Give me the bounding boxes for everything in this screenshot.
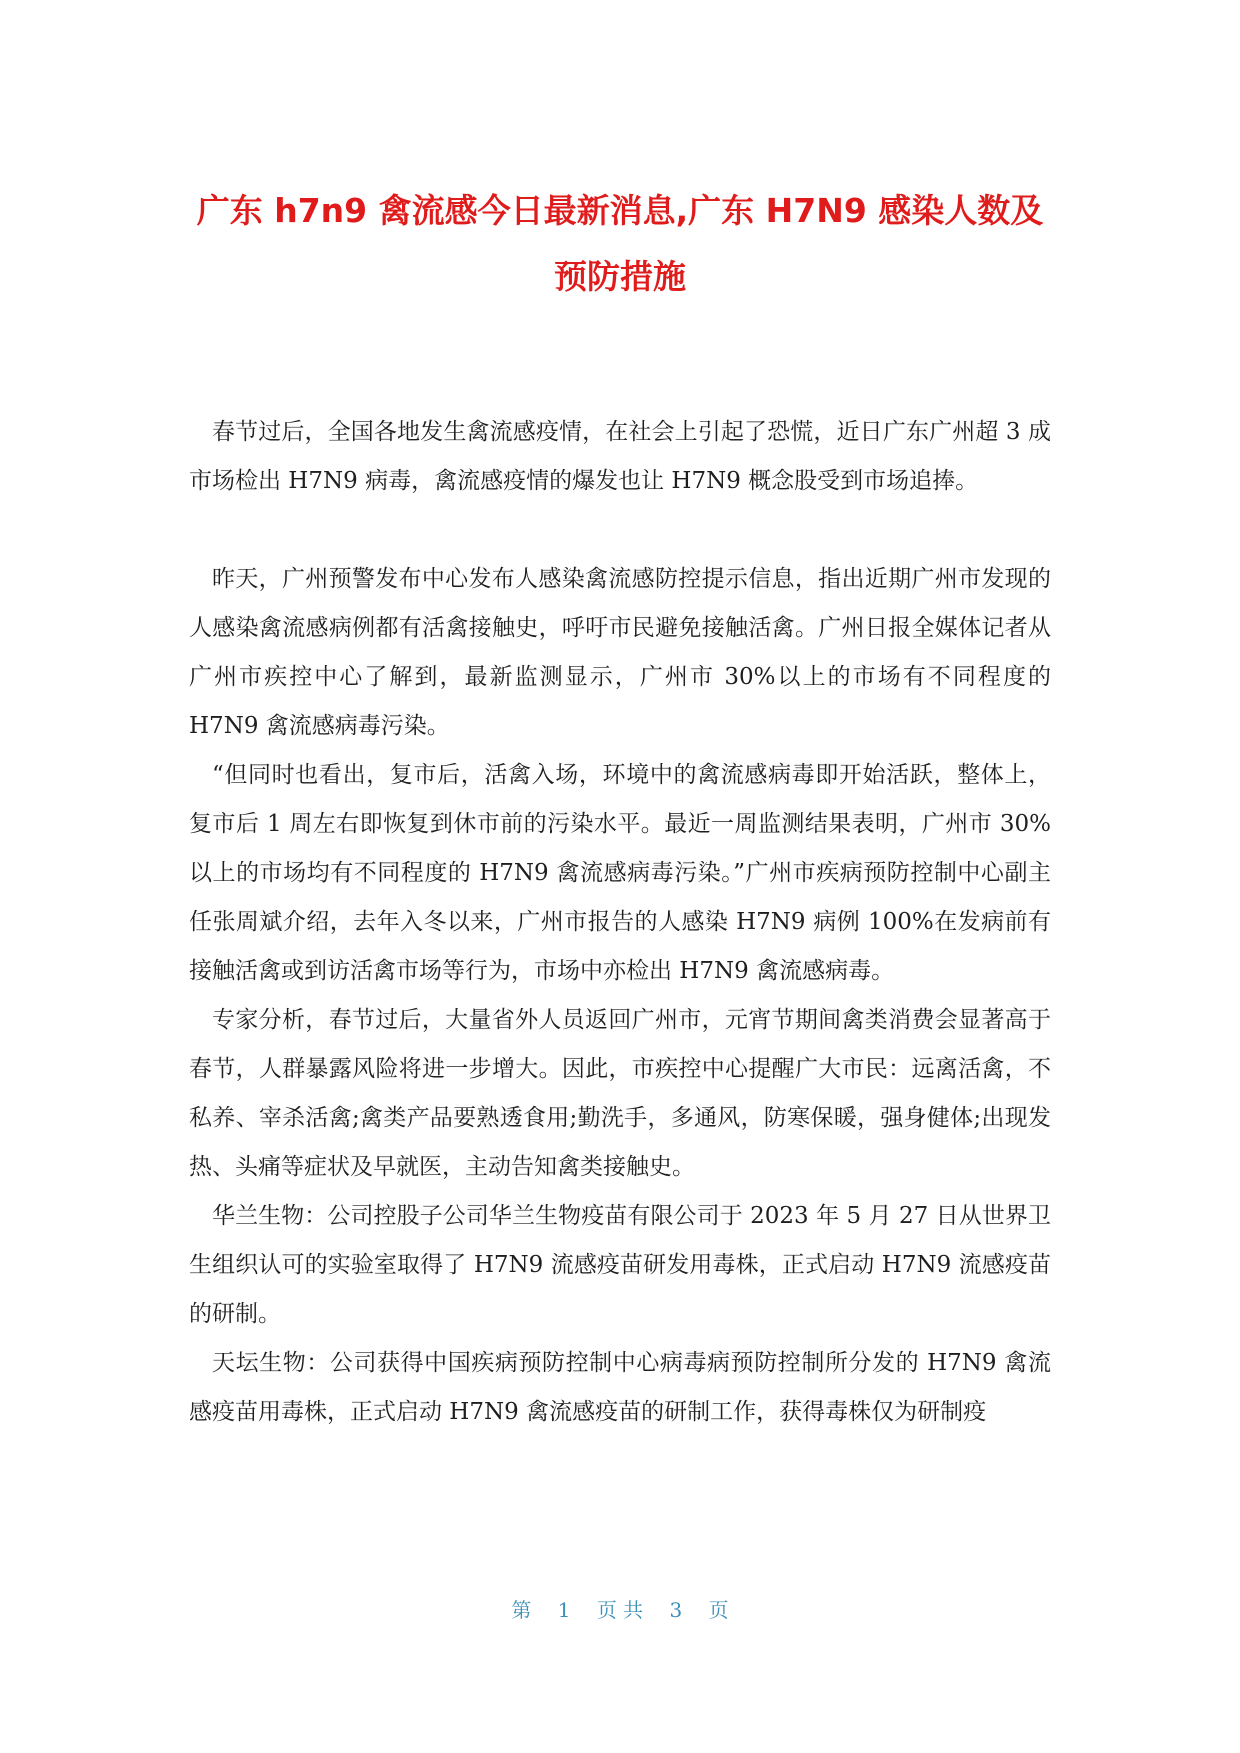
paragraph-6: 天坛生物：公司获得中国疾病预防控制中心病毒病预防控制所分发的 H7N9 禽流感疫苗用毒株，正式启动 H7N9 禽流感疫苗的研制工作，获得毒株仅为研制疫 <box>189 1350 1051 1425</box>
document-title: 广东 h7n9 禽流感今日最新消息,广东 H7N9 感染人数及预防措施 <box>196 191 1044 296</box>
paragraph-2: 昨天，广州预警发布中心发布人感染禽流感防控提示信息，指出近期广州市发现的人感染禽流感病例都有活禽接触史，呼吁市民避免接触活禽。广州日报全媒体记者从广州市疾控中心了解到，最新监测显示，广州市 30%以上的市场有不同程度的 H7N9 禽流感病毒污染。 <box>189 566 1051 739</box>
paragraph-1: 春节过后，全国各地发生禽流感疫情，在社会上引起了恐慌，近日广东广州超 3 成市场检出 H7N9 病毒，禽流感疫情的爆发也让 H7N9 概念股受到市场追捧。 <box>189 419 1051 494</box>
footer-suffix: 页 <box>708 1598 729 1622</box>
footer-mid: 页 共 <box>596 1598 644 1622</box>
document-body <box>189 408 1051 1437</box>
paragraph-3: “但同时也看出，复市后，活禽入场，环境中的禽流感病毒即开始活跃，整体上，复市后 1 周左右即恢复到休市前的污染水平。最近一周监测结果表明，广州市 30%以上的市场均有不同程度的 H7N9 禽流感病毒污染。”广州市疾病预防控制中心副主任张周斌介绍，去年入冬以来，广州市报告的人感染 H7N9 病例 100%在发病前有接触活禽或到访活禽市场等行为，市场中亦检出 H7N9 禽流感病毒。 <box>189 762 1051 984</box>
paragraph-4: 专家分析，春节过后，大量省外人员返回广州市，元宵节期间禽类消费会显著高于春节，人群暴露风险将进一步增大。因此，市疾控中心提醒广大市民：远离活禽，不私养、宰杀活禽;禽类产品要熟透食用;勤洗手，多通风，防寒保暖，强身健体;出现发热、头痛等症状及早就医，主动告知禽类接触史。 <box>189 1007 1051 1180</box>
footer-total-pages: 3 <box>669 1598 683 1622</box>
paragraph-5: 华兰生物：公司控股子公司华兰生物疫苗有限公司于 2023 年 5 月 27 日从世界卫生组织认可的实验室取得了 H7N9 流感疫苗研发用毒株，正式启动 H7N9 流感疫苗的研制。 <box>189 1203 1051 1327</box>
page-footer <box>0 1594 1240 1623</box>
footer-current-page: 1 <box>557 1598 571 1622</box>
footer-prefix: 第 <box>511 1598 532 1622</box>
